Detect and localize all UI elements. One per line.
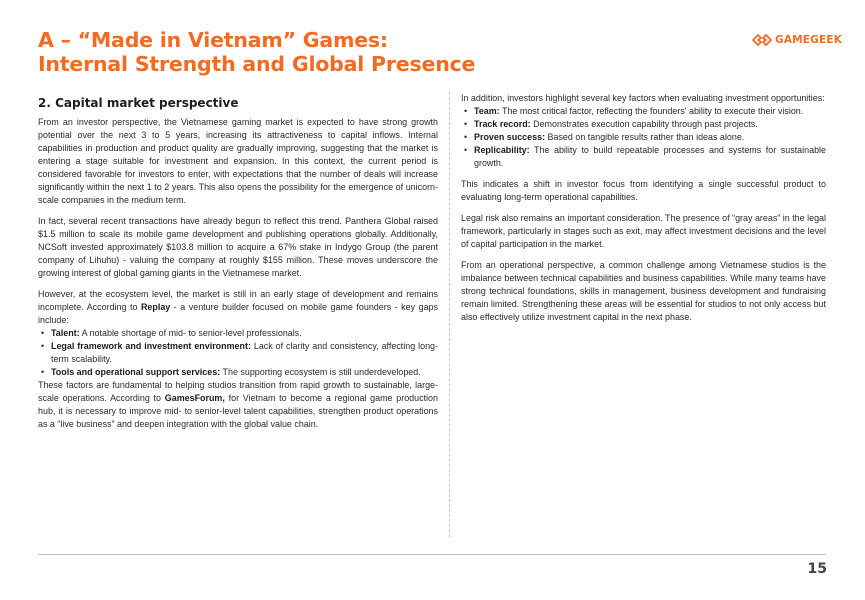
- gap-text: The supporting ecosystem is still underdeveloped.: [220, 367, 421, 377]
- page-title: [38, 28, 598, 76]
- gamesforum-name: GamesForum,: [164, 393, 225, 403]
- column-divider: [449, 92, 450, 537]
- left-p4-text-end: for Vietnam to become a regional game production hub, it is necessary to improve mid- to senior-level talent capabilities, strengthen product operations as a “live business” and deepen integration with the global value chain.: [38, 393, 438, 429]
- section-heading: 2. Capital market perspective: [38, 96, 239, 110]
- gamegeek-logo: [752, 34, 842, 46]
- list-item: [51, 366, 438, 379]
- left-p3-text: However, at the ecosystem level, the market is still in an early stage of development and remains incomplete. According to: [38, 289, 438, 312]
- replay-name: Replay: [140, 302, 171, 312]
- gap-label: Talent:: [51, 328, 80, 338]
- list-item: [474, 131, 826, 144]
- page-number: 15: [807, 561, 827, 577]
- factor-label: Track record:: [474, 119, 531, 129]
- right-paragraph-3: Legal risk also remains an important consideration. The presence of “gray areas” in the legal framework, particularly in stages such as exit, may affect investment decisions and the level of capital participation in the market.: [461, 213, 826, 249]
- left-p3-text-end: - a venture builder focused on mobile game founders - key gaps include:: [38, 302, 438, 325]
- left-paragraph-2: In fact, several recent transactions have already begun to reflect this trend. Panthera Global raised $1.5 million to scale its mobile game development and publishing operations globally. Additionally, NCSoft invested approximately $103.8 million to acquire a 67% stake in Indygo Group (the parent company of Lihuhu) - valuing the company at roughly $155 million. These moves underscore the growing interest of global gaming giants in the Vietnamese market.: [38, 216, 438, 278]
- footer-divider: [38, 554, 826, 555]
- gap-label: Legal framework and investment environment:: [51, 341, 251, 351]
- list-item: [474, 118, 826, 131]
- gaps-list: [38, 327, 438, 379]
- left-paragraph-4: [38, 379, 438, 431]
- left-paragraph-1: From an investor perspective, the Vietnamese gaming market is expected to have strong growth potential over the next 3 to 5 years, increasing its attractiveness to capital inflows. Internal capabilities in production and product quality are gradually improving, suggesting that the market is entering a stage suitable for investment and expansion. In this context, the current period is considered favorable for investors to enter, with expectations that the number of deals will increase significantly within the next 1 to 2 years. This also opens the possibility for the emergence of unicorn-scale companies in the medium term.: [38, 117, 438, 205]
- left-column: [38, 92, 438, 439]
- title-line-1: A – “Made in Vietnam” Games:: [38, 28, 388, 52]
- factor-text: Demonstrates execution capability through past projects.: [530, 119, 758, 129]
- factor-text: The most critical factor, reflecting the founders' ability to execute their vision.: [499, 106, 804, 116]
- title-line-2: Internal Strength and Global Presence: [38, 52, 476, 76]
- gap-text: Lack of clarity and consistency, affecting long-term scalability.: [51, 341, 438, 364]
- factor-label: Proven success:: [474, 132, 546, 142]
- factors-list: [461, 105, 826, 170]
- left-p4-text: These factors are fundamental to helping studios transition from rapid growth to sustainable, large-scale operations. According to: [38, 380, 438, 403]
- right-column: [461, 92, 826, 332]
- list-item: [51, 340, 438, 366]
- right-paragraph-2: This indicates a shift in investor focus from identifying a single successful product to evaluating long-term operational capabilities.: [461, 179, 826, 202]
- right-paragraph-4: From an operational perspective, a common challenge among Vietnamese studios is the imbalance between technical capabilities and business capabilities. While many teams have strong technical foundations, skills in management, business development and fundraising remain limited. Strengthening these areas will be essential for studios to not only access but also effectively utilize investment capital in the next phase.: [461, 260, 826, 322]
- factor-label: Team:: [474, 106, 500, 116]
- left-paragraph-3: [38, 288, 438, 327]
- gap-label: Tools and operational support services:: [51, 367, 221, 377]
- right-intro: In addition, investors highlight several key factors when evaluating investment opportunities:: [461, 93, 825, 103]
- logo-text: GAMEGEEK: [775, 34, 843, 46]
- factor-text: Based on tangible results rather than ideas alone.: [545, 132, 745, 142]
- factor-label: Replicability:: [474, 145, 530, 155]
- gamegeek-logo-icon: [752, 34, 772, 46]
- list-item: [51, 327, 438, 340]
- list-item: [474, 144, 826, 170]
- list-item: [474, 105, 826, 118]
- factor-text: The ability to build repeatable processes and systems for sustainable growth.: [474, 145, 826, 168]
- gap-text: A notable shortage of mid- to senior-level professionals.: [79, 328, 302, 338]
